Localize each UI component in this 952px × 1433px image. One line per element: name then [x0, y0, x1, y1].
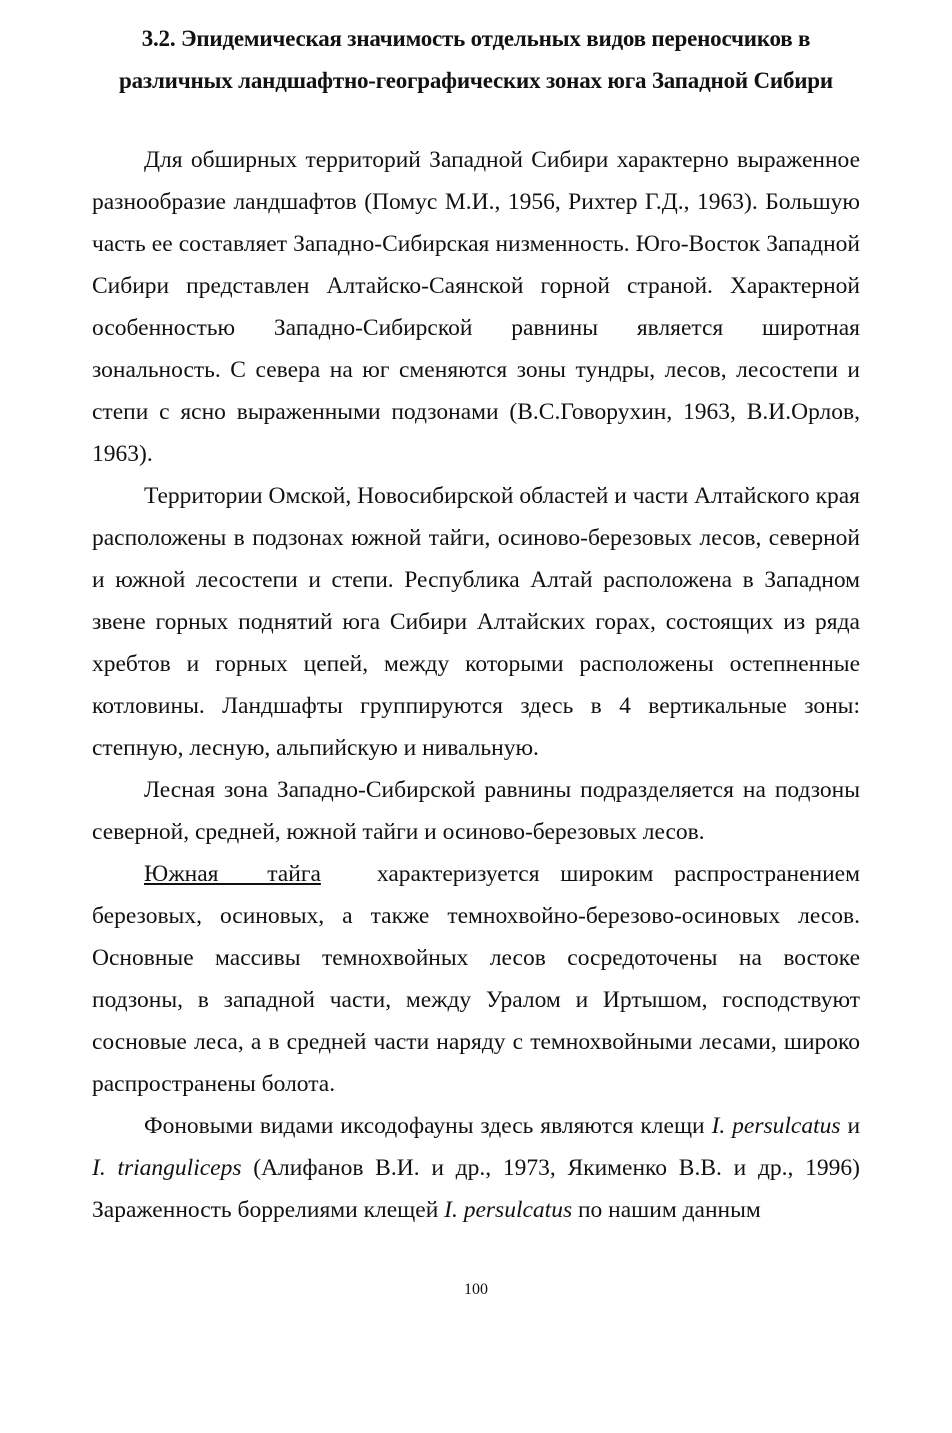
paragraph-5-text-d: по нашим данным [577, 1197, 761, 1223]
paragraph-5-text-c: (Алифанов В.И. и др., 1973, Якименко В.В. и др., 1996) Зараженность боррелиями клещей [92, 1155, 861, 1223]
page-number: 100 [464, 1281, 488, 1298]
species-name: I. persulcatus [444, 1197, 573, 1223]
paragraph-1: Для обширных территорий Западной Сибири характерно выраженное разнообразие ландшафтов (Помус М.И., 1956, Рихтер Г.Д., 1963). Большую часть ее составляет Западно-Сибирская низменность. Юго-Восток Западной Сибири представлен Алтайско-Саянской горной страной. Характерной особенностью Западно-Сибирской равнины является широтная зональность. С севера на юг сменяются зоны тундры, лесов, лесостепи и степи с ясно выраженными подзонами (В.С.Говорухин, 1963, В.И.Орлов, 1963). [92, 147, 860, 467]
section-heading [80, 18, 872, 102]
paragraph-2: Территории Омской, Новосибирской областей и части Алтайского края расположены в подзонах южной тайги, осиново-березовых лесов, северной и южной лесостепи и степи. Республика Алтай расположена в Западном звене горных поднятий юга Сибири Алтайских горах, состоящих из ряда хребтов и горных цепей, между которыми расположены остепненные котловины. Ландшафты группируются здесь в 4 вертикальные зоны: степную, лесную, альпийскую и нивальную. [92, 483, 860, 761]
paragraph-3: Лесная зона Западно-Сибирской равнины подразделяется на подзоны северной, средней, южной тайги и осиново-березовых лесов. [92, 777, 860, 845]
species-name: I. persulcatus [711, 1113, 841, 1139]
paragraph-4 [92, 853, 860, 1105]
heading-line-2: различных ландшафтно-географических зонах юга Западной Сибири [119, 68, 833, 93]
paragraph-5-text-a: Фоновыми видами иксодофауны здесь являются клещи [144, 1113, 705, 1139]
paragraph-5 [92, 1105, 860, 1231]
paragraph-5-text-b: и [847, 1113, 861, 1139]
body-text [92, 139, 860, 1231]
heading-line-1: 3.2. Эпидемическая значимость отдельных видов переносчиков в [141, 26, 811, 51]
underlined-term: Южная тайга [144, 861, 321, 887]
species-name: I. trianguliceps [92, 1155, 242, 1181]
paragraph-4-text: характеризуется широким распространением березовых, осиновых, а также темнохвойно-березово-осиновых лесов. Основные массивы темнохвойных лесов сосредоточены на востоке подзоны, в западной части, между Уралом и Иртышом, господствуют сосновые леса, а в средней части наряду с темнохвойными лесами, широко распространены болота. [92, 861, 860, 1097]
